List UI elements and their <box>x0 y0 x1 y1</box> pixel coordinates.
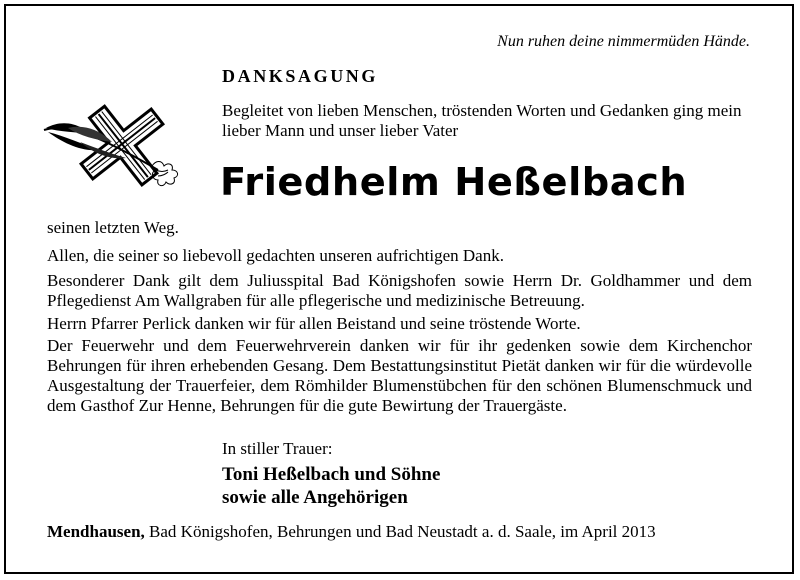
family-signature <box>222 463 440 509</box>
heading: DANKSAGUNG <box>222 66 379 86</box>
paragraph: Herrn Pfarrer Perlick danken wir für allen Beistand und seine tröstende Worte. <box>47 314 581 333</box>
family-line: Toni Heßelbach und Söhne <box>222 464 441 485</box>
place-and-date <box>47 522 656 542</box>
paragraph: Der Feuerwehr und dem Feuerwehrverein danken wir für ihr gedenken sowie dem Kirchenchor Behrungen für ihren erhebenden Gesang. Dem Bestattungsinstitut Pietät danken wir für die würdevolle Ausgestaltung der Trauerfeier, dem Römhilder Blumenstübchen für den schönen Blumenschmuck und dem Gasthof Zur Henne, Behrungen für die gute Bewirtung der Trauergäste. <box>47 336 752 415</box>
family-line: sowie alle Angehörigen <box>222 487 408 508</box>
deceased-name: Friedhelm Heßelbach <box>220 160 688 204</box>
intro-text: Begleitet von lieben Menschen, tröstenden Worten und Gedanken ging mein lieber Mann und unser lieber Vater <box>222 101 742 140</box>
paragraph: Allen, die seiner so liebevoll gedachten unseren aufrichtigen Dank. <box>47 246 504 265</box>
place-rest: Bad Königshofen, Behrungen und Bad Neustadt a. d. Saale, im April 2013 <box>144 522 656 541</box>
cross-with-palm-icon <box>40 92 190 192</box>
paragraph: Besonderer Dank gilt dem Juliusspital Bad Königshofen sowie Herrn Dr. Goldhammer und dem Pflegedienst Am Wallgraben für alle pflegerische und medizinische Betreuung. <box>47 271 752 310</box>
mourning-label: In stiller Trauer: <box>222 439 333 458</box>
paragraph: seinen letzten Weg. <box>47 218 179 237</box>
motto: Nun ruhen deine nimmermüden Hände. <box>497 33 750 50</box>
place-bold: Mendhausen, <box>47 522 145 541</box>
